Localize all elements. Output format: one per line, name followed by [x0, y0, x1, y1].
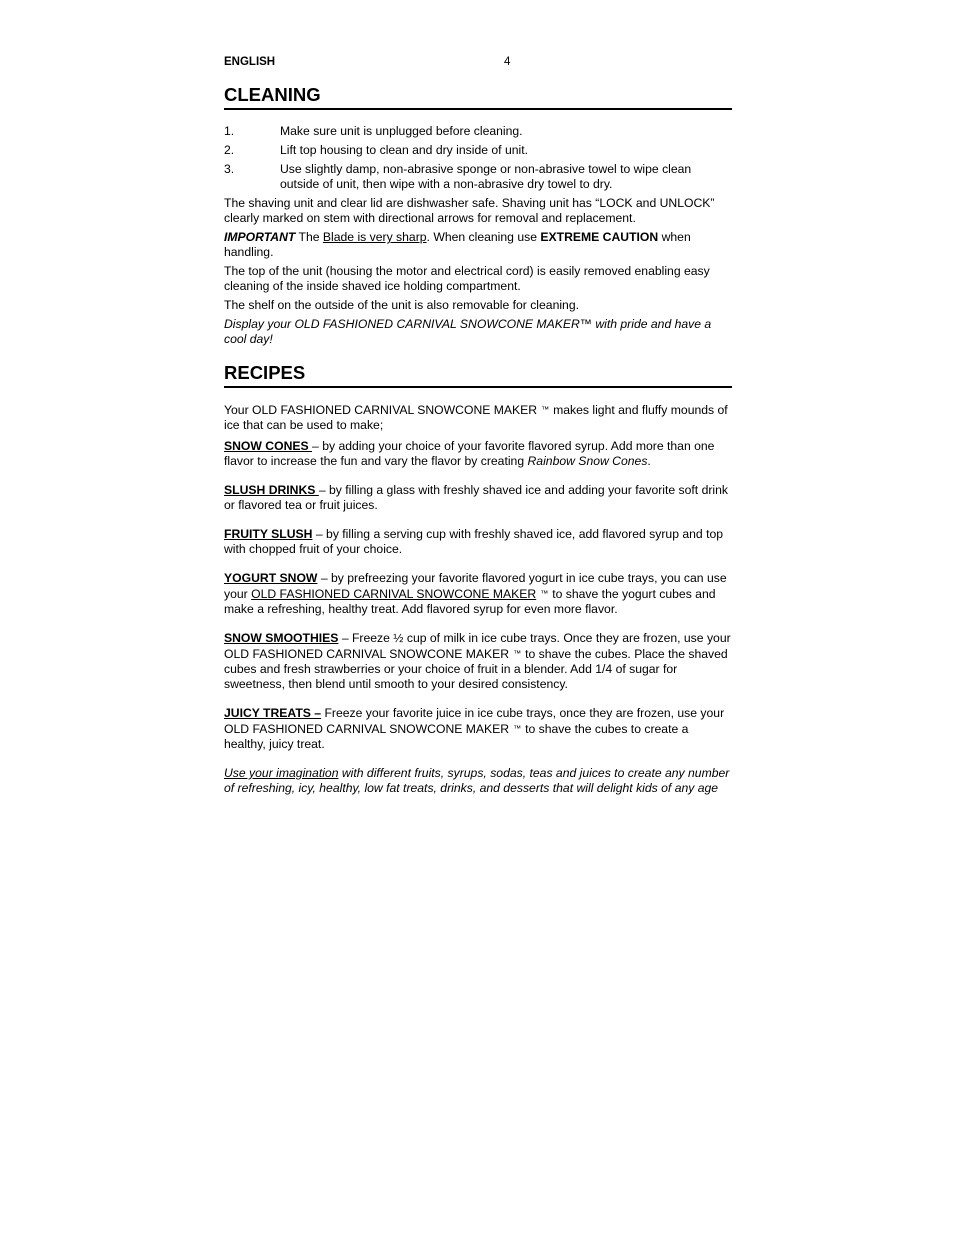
trademark-symbol: ™ — [540, 589, 549, 598]
recipe-fruity-slush — [224, 527, 732, 557]
important-label: IMPORTANT — [224, 230, 296, 244]
recipes-section — [224, 362, 732, 796]
recipe-label: SNOW CONES — [224, 439, 313, 453]
cleaning-section — [224, 84, 732, 347]
recipe-yogurt-snow — [224, 571, 732, 617]
language-label: ENGLISH — [224, 56, 276, 68]
recipe-label: SNOW SMOOTHIES — [224, 631, 339, 645]
shelf-paragraph: The shelf on the outside of the unit is also removable for cleaning. — [224, 298, 580, 312]
intro-text-a: Your OLD FASHIONED CARNIVAL SNOWCONE MAKER — [224, 403, 538, 417]
recipe-text-b: to shave the yogurt cubes and make a refreshing, healthy treat. Add flavored syrup for even more flavor. — [224, 587, 716, 616]
step-text: Use slightly damp, non-abrasive sponge or non-abrasive towel to wipe clean outside of unit, then wipe with a non-abrasive dry towel to dry. — [280, 162, 692, 191]
step-text: Lift top housing to clean and dry inside of unit. — [280, 143, 528, 157]
recipe-label: JUICY TREATS – — [224, 706, 322, 720]
step-text: Make sure unit is unplugged before cleaning. — [280, 124, 523, 138]
recipe-slush-drinks — [224, 483, 732, 513]
dishwasher-paragraph: The shaving unit and clear lid are dishwasher safe. Shaving unit has “LOCK and UNLOCK” clearly marked on stem with directional arrows for removal and replacement. — [224, 196, 715, 225]
recipe-text: – by adding your choice of your favorite flavored syrup. Add more than one flavor to increase the fun and vary the flavor by creating — [224, 439, 715, 468]
recipe-text: – Freeze ½ cup of milk in ice cube trays. Once they are frozen, use your OLD FASHIONED CARNIVAL SNOWCONE MAKER — [224, 631, 731, 661]
page-header — [224, 56, 732, 68]
closing-paragraph — [224, 766, 732, 796]
cleaning-step — [224, 124, 732, 139]
step-number: 1. — [224, 124, 235, 138]
imagination-link: Use your imagination — [224, 766, 339, 780]
recipe-text: Freeze your favorite juice in ice cube trays, once they are frozen, use your OLD FASHIONED CARNIVAL SNOWCONE MAKER — [224, 706, 725, 736]
important-paragraph — [224, 230, 732, 260]
intro-text-b: makes light and fluffy mounds of ice that can be used to make; — [224, 403, 728, 432]
recipes-heading: RECIPES — [224, 362, 732, 388]
trademark-symbol: ™ — [541, 405, 550, 414]
cleaning-step — [224, 162, 732, 192]
recipes-intro — [224, 402, 732, 433]
step-number: 2. — [224, 143, 235, 157]
recipe-label: FRUITY SLUSH — [224, 527, 313, 541]
trademark-symbol: ™ — [513, 724, 522, 733]
trademark-symbol: ™ — [513, 649, 522, 658]
recipe-text: – by filling a glass with freshly shaved ice and adding your favorite soft drink or flavored tea or fruit juices. — [224, 483, 728, 512]
important-text-the: The — [295, 230, 323, 244]
recipe-label: SLUSH DRINKS — [224, 483, 319, 497]
important-text-mid: . When cleaning use — [426, 230, 541, 244]
step-number: 3. — [224, 162, 235, 176]
blade-warning: Blade is very sharp — [322, 230, 427, 244]
recipe-italic-text: Rainbow Snow Cones — [527, 454, 648, 468]
cleaning-heading: CLEANING — [224, 84, 732, 110]
cleaning-step — [224, 143, 732, 158]
closing-text: with different fruits, syrups, sodas, teas and juices to create any number of refreshing, icy, healthy, low fat treats, drinks, and desserts that will delight kids of any age — [224, 766, 730, 795]
recipe-text-b: to shave the cubes. Place the shaved cubes and fresh strawberries or your choice of fruit in a blender. Add 1/4 of sugar for sweetness, then blend until smooth to your desired consistency. — [224, 647, 728, 691]
display-paragraph: Display your OLD FASHIONED CARNIVAL SNOWCONE MAKER™ with pride and have a cool day! — [224, 317, 712, 346]
recipe-label: YOGURT SNOW — [224, 571, 318, 585]
recipe-juicy-treats — [224, 706, 732, 752]
page-number: 4 — [504, 56, 511, 68]
recipe-text-b: to shave the cubes to create a healthy, juicy treat. — [224, 722, 689, 751]
recipe-text: – by filling a serving cup with freshly shaved ice, add flavored syrup and top with chopped fruit of your choice. — [224, 527, 724, 556]
recipe-text-end: . — [647, 454, 651, 468]
top-unit-paragraph: The top of the unit (housing the motor and electrical cord) is easily removed enabling easy cleaning of the inside shaved ice holding compartment. — [224, 264, 710, 293]
important-text-end: when handling. — [224, 230, 691, 259]
extreme-caution: EXTREME CAUTION — [540, 230, 659, 244]
cleaning-steps — [224, 124, 732, 192]
recipe-text: – by prefreezing your favorite flavored yogurt in ice cube trays, you can use your — [224, 571, 727, 601]
product-name: OLD FASHIONED CARNIVAL SNOWCONE MAKER — [251, 587, 537, 601]
recipe-snow-cones — [224, 439, 732, 469]
recipe-snow-smoothies — [224, 631, 732, 692]
